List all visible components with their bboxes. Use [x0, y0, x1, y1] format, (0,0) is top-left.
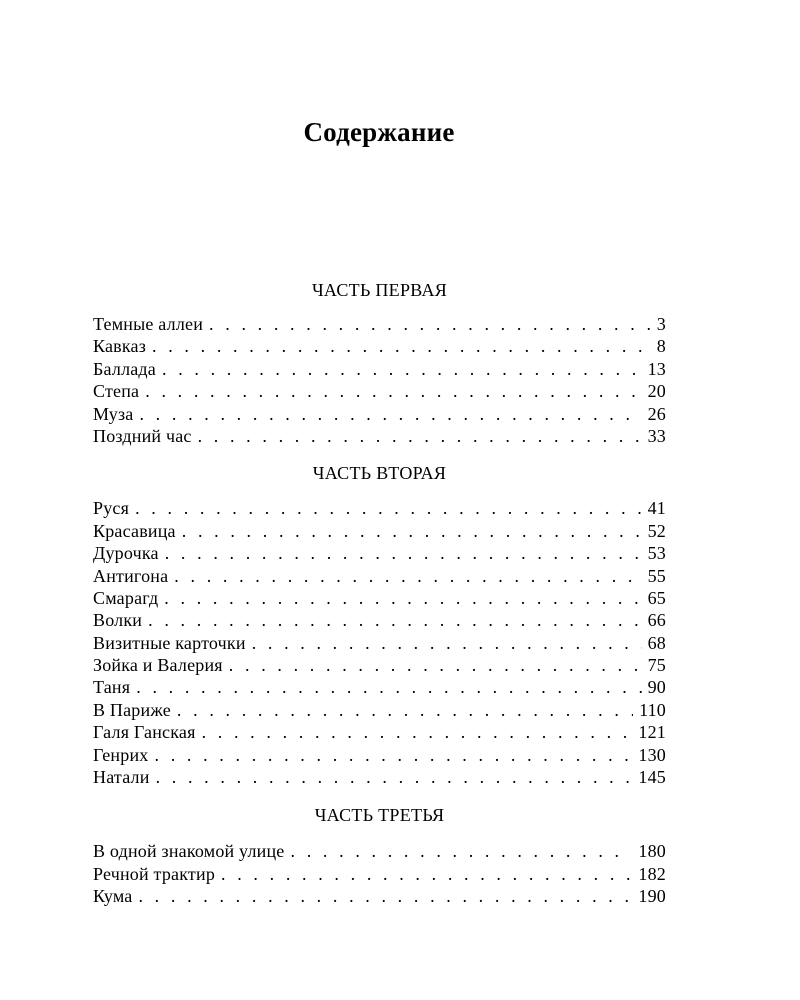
entry-name: Муза	[93, 403, 139, 425]
dot-leader	[138, 885, 632, 907]
toc-entry	[93, 744, 666, 766]
dot-leader	[291, 840, 633, 862]
toc-entry	[93, 313, 666, 335]
toc-entry	[93, 840, 666, 862]
dot-leader	[229, 654, 642, 676]
entry-name: Речной трактир	[93, 863, 221, 885]
entry-name: Красавица	[93, 520, 182, 542]
dot-leader	[145, 380, 641, 402]
dot-leader	[136, 676, 641, 698]
entry-name: Таня	[93, 676, 136, 698]
part-heading-1: ЧАСТЬ ПЕРВАЯ	[311, 280, 448, 300]
entry-page: 52	[642, 520, 666, 542]
dot-leader	[135, 497, 642, 519]
entry-page: 20	[642, 380, 666, 402]
entry-page: 121	[632, 721, 666, 743]
entry-page: 130	[632, 744, 666, 766]
entry-page: 110	[633, 699, 666, 721]
entry-name: Натали	[93, 766, 156, 788]
dot-leader	[162, 358, 642, 380]
toc-entry	[93, 863, 666, 885]
entry-page: 33	[642, 425, 666, 447]
entry-page: 90	[642, 676, 666, 698]
dot-leader	[252, 632, 642, 654]
toc-entry	[93, 520, 666, 542]
entry-name: Генрих	[93, 744, 155, 766]
toc-entry	[93, 654, 666, 676]
entry-page: 55	[642, 565, 666, 587]
toc-entry	[93, 632, 666, 654]
toc-entry	[93, 425, 666, 447]
part-2-entries	[93, 497, 666, 788]
entry-page: 8	[651, 335, 666, 357]
entry-page: 13	[642, 358, 666, 380]
dot-leader	[164, 587, 641, 609]
entry-name: Визитные карточки	[93, 632, 252, 654]
part-heading-3: ЧАСТЬ ТРЕТЬЯ	[314, 805, 445, 826]
entry-name: В Париже	[93, 699, 177, 721]
dot-leader	[177, 699, 633, 721]
dot-leader	[174, 565, 641, 587]
entry-name: Кавказ	[93, 335, 152, 357]
toc-entry	[93, 335, 666, 357]
toc-entry	[93, 565, 666, 587]
entry-name: Кума	[93, 885, 138, 907]
entry-page: 145	[632, 766, 666, 788]
entry-name: Зойка и Валерия	[93, 654, 229, 676]
entry-page: 26	[642, 403, 666, 425]
entry-page: 66	[642, 609, 666, 631]
entry-name: Дурочка	[93, 542, 165, 564]
toc-entry	[93, 676, 666, 698]
toc-entry	[93, 403, 666, 425]
toc-entry	[93, 497, 666, 519]
part-1-entries	[93, 313, 666, 447]
entry-name: Поздний час	[93, 425, 198, 447]
entry-page: 41	[642, 497, 666, 519]
toc-entry	[93, 766, 666, 788]
entry-name: Антигона	[93, 565, 174, 587]
entry-page: 75	[642, 654, 666, 676]
dot-leader	[156, 766, 633, 788]
entry-name: Волки	[93, 609, 148, 631]
toc-entry	[93, 358, 666, 380]
dot-leader	[209, 313, 651, 335]
entry-page: 68	[642, 632, 666, 654]
entry-name: В одной знакомой улице	[93, 840, 291, 862]
dot-leader	[165, 542, 642, 564]
entry-page: 65	[642, 587, 666, 609]
entry-page: 3	[651, 313, 666, 335]
part-3-entries	[93, 840, 666, 907]
entry-name: Руся	[93, 497, 135, 519]
toc-entry	[93, 609, 666, 631]
part-heading-2: ЧАСТЬ ВТОРАЯ	[312, 463, 447, 484]
dot-leader	[221, 863, 632, 885]
toc-entry	[93, 542, 666, 564]
toc-entry	[93, 380, 666, 402]
page-title: Содержание	[303, 117, 455, 147]
entry-page: 180	[632, 840, 666, 862]
dot-leader	[198, 425, 642, 447]
toc-entry	[93, 699, 666, 721]
dot-leader	[148, 609, 641, 631]
dot-leader	[152, 335, 651, 357]
dot-leader	[182, 520, 642, 542]
dot-leader	[139, 403, 641, 425]
entry-page: 190	[632, 885, 666, 907]
entry-name: Баллада	[93, 358, 162, 380]
entry-name: Степа	[93, 380, 145, 402]
table-of-contents	[93, 278, 666, 908]
entry-name: Смарагд	[93, 587, 164, 609]
entry-name: Темные аллеи	[93, 313, 209, 335]
entry-name: Галя Ганская	[93, 721, 202, 743]
dot-leader	[155, 744, 633, 766]
entry-page: 53	[642, 542, 666, 564]
toc-entry	[93, 721, 666, 743]
toc-entry	[93, 885, 666, 907]
entry-page: 182	[632, 863, 666, 885]
toc-entry	[93, 587, 666, 609]
dot-leader	[202, 721, 633, 743]
